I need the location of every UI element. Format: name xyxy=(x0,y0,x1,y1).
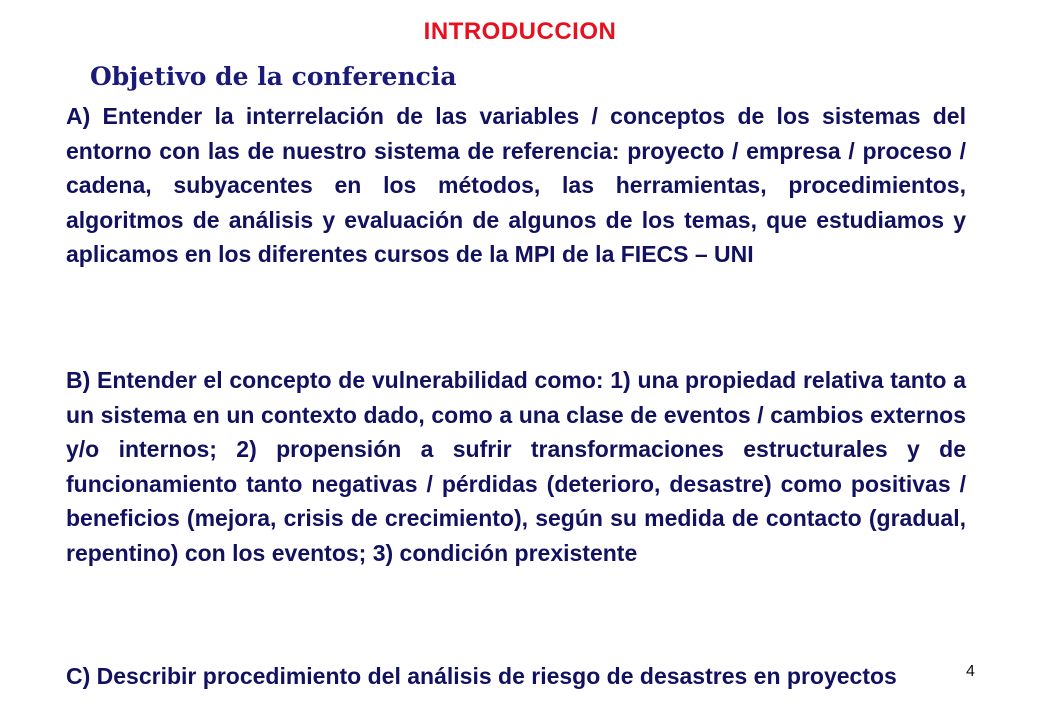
slide-subtitle: Objetivo de la conferencia xyxy=(90,62,457,91)
objective-b-paragraph: B) Entender el concepto de vulnerabilidad como: 1) una propiedad relativa tanto a un sistema en un contexto dado, como a una clase de eventos / cambios externos y/o internos; 2) propensión a sufrir transformaciones estructurales y de funcionamiento tanto negativas / pérdidas (deterioro, desastre) como positivas / beneficios (mejora, crisis de crecimiento), según su medida de contacto (gradual, repentino) con los eventos; 3) condición prexistente xyxy=(66,367,966,566)
page-number: 4 xyxy=(966,663,975,680)
objective-c-paragraph: C) Describir procedimiento del análisis de riesgo de desastres en proyectos xyxy=(66,663,897,689)
objective-a-paragraph: A) Entender la interrelación de las variables / conceptos de los sistemas del entorno con las de nuestro sistema de referencia: proyecto / empresa / proceso / cadena, subyacentes en los métodos, las herramientas, procedimientos, algoritmos de análisis y evaluación de algunos de los temas, que estudiamos y aplicamos en los diferentes cursos de la MPI de la FIECS – UNI xyxy=(66,103,966,267)
slide-title: INTRODUCCION xyxy=(423,18,617,45)
